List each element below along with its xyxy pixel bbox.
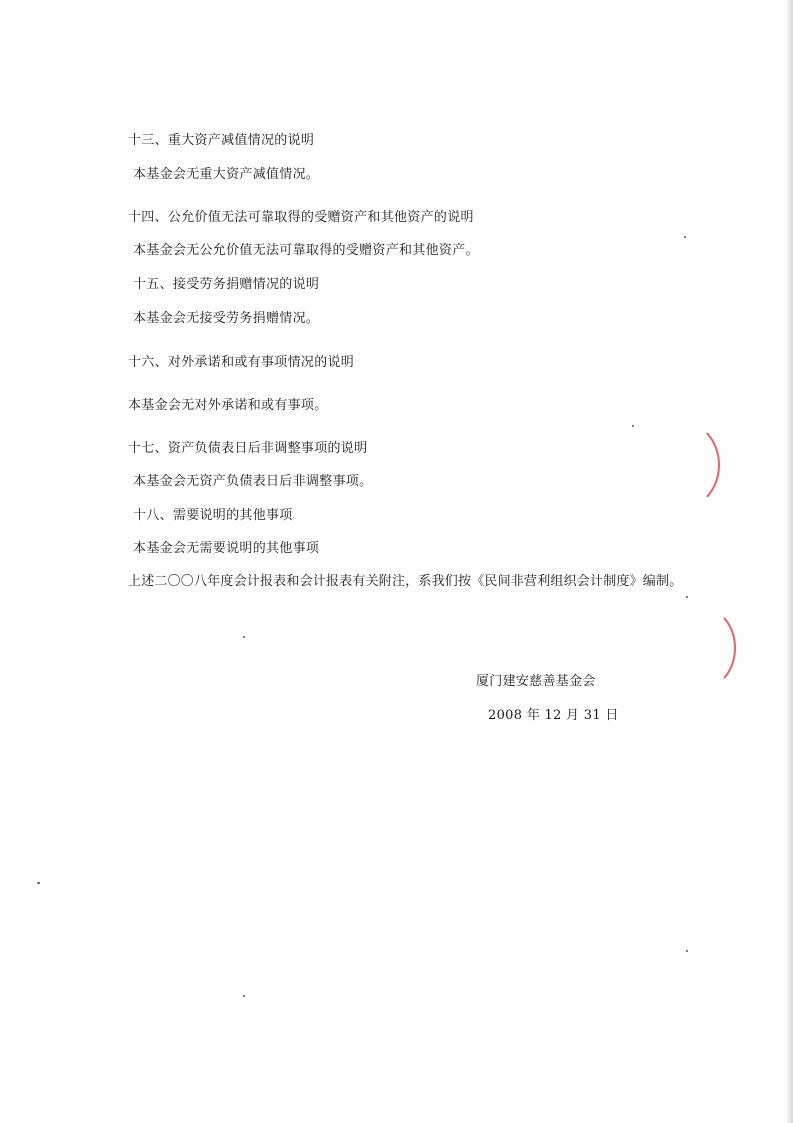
note-17-body: 本基金会无资产负债表日后非调整事项。 (133, 474, 373, 489)
seal-stamp-arc-lower (666, 606, 736, 690)
seal-stamp-arc-upper (640, 420, 720, 510)
signature-date: 2008 年 12 月 31 日 (488, 708, 619, 723)
note-15-body: 本基金会无接受劳务捐赠情况。 (133, 311, 320, 326)
note-14-heading: 十四、公允价值无法可靠取得的受赠资产和其他资产的说明 (128, 210, 474, 225)
note-17-heading: 十七、资产负债表日后非调整事项的说明 (128, 441, 368, 456)
scan-speck (686, 596, 688, 598)
closing-statement: 上述二〇〇八年度会计报表和会计报表有关附注，系我们按《民间非营利组织会计制度》编制。 (128, 574, 683, 589)
note-13-heading: 十三、重大资产减值情况的说明 (128, 133, 315, 148)
scan-speck (632, 425, 634, 427)
note-13-body: 本基金会无重大资产减值情况。 (133, 167, 320, 182)
note-15-heading: 十五、接受劳务捐赠情况的说明 (133, 277, 320, 292)
scan-speck (243, 995, 245, 997)
signature-organization: 厦门建安慈善基金会 (476, 674, 596, 689)
note-16-body: 本基金会无对外承诺和或有事项。 (128, 398, 328, 413)
note-18-body: 本基金会无需要说明的其他事项 (133, 541, 320, 556)
scan-speck (686, 950, 688, 952)
scan-speck (37, 882, 40, 884)
note-18-heading: 十八、需要说明的其他事项 (133, 508, 293, 523)
note-16-heading: 十六、对外承诺和或有事项情况的说明 (128, 355, 355, 370)
note-14-body: 本基金会无公允价值无法可靠取得的受赠资产和其他资产。 (133, 243, 479, 258)
scan-speck (243, 636, 245, 638)
scan-edge (787, 0, 793, 1123)
scan-speck (684, 236, 686, 238)
